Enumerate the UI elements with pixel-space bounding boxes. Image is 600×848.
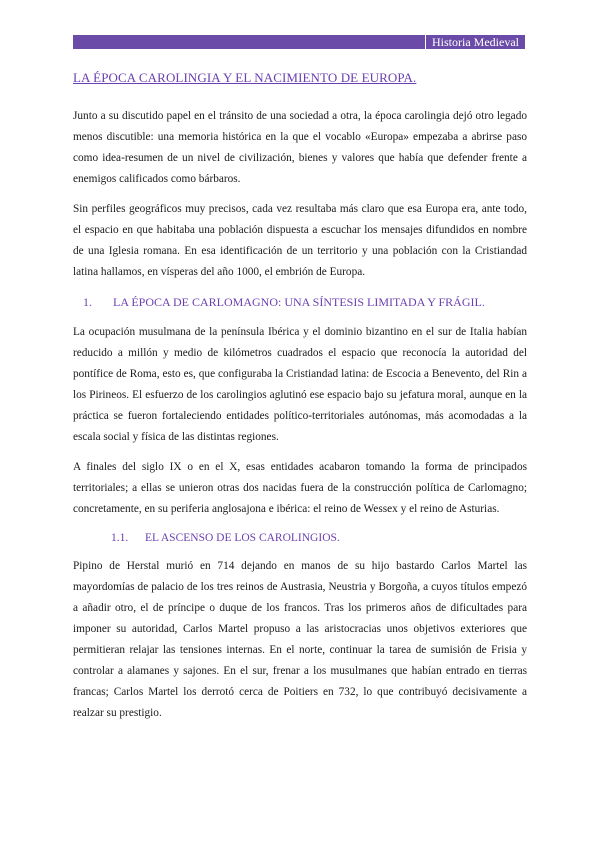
section-1-1-title: EL ASCENSO DE LOS CAROLINGIOS. — [145, 532, 340, 544]
section-1-1-number: 1.1. — [111, 532, 129, 544]
header-label: Historia Medieval — [425, 35, 519, 49]
section-1-heading — [83, 295, 527, 310]
section-1-number: 1. — [83, 295, 92, 309]
intro-paragraph-2: Sin perfiles geográficos muy precisos, cada vez resultaba más claro que esa Europa era, ante todo, el espacio en que habitaba una población dispuesta a escuchar los mensajes difundidos en nombre de una Iglesia romana. En esa identificación de un territorio y una población con la Cristiandad latina hallamos, en vísperas del año 1000, el embrión de Europa. — [73, 203, 527, 278]
section-1-title: LA ÉPOCA DE CARLOMAGNO: UNA SÍNTESIS LIMITADA Y FRÁGIL. — [113, 295, 485, 309]
page-title: LA ÉPOCA CAROLINGIA Y EL NACIMIENTO DE EUROPA. — [73, 70, 417, 85]
document-body — [73, 70, 527, 733]
header-bar — [73, 35, 525, 49]
section-1-paragraph-1: La ocupación musulmana de la península Ibérica y el dominio bizantino en el sur de Italia habían reducido a millón y medio de kilómetros cuadrados el espacio que reconocía la autoridad del pontífice de Roma, esto es, que configuraba la Cristiandad latina: de Escocia a Benevento, del Rin a los Pirineos. El esfuerzo de los carolingios aglutinó ese espacio bajo su jefatura moral, aunque en la práctica se fueron fortaleciendo entidades político-territoriales autónomas, más acomodadas a la escala social y física de las distintas regiones. — [73, 326, 527, 443]
section-1-1-paragraph-1: Pipino de Herstal murió en 714 dejando en manos de su hijo bastardo Carlos Martel las mayordomías de palacio de los tres reinos de Austrasia, Neustria y Borgoña, a cuyos títulos empezó a añadir otro, el de príncipe o duque de los francos. Tras los primeros años de dificultades para imponer su autoridad, Carlos Martel propuso a las aristocracias unos objetivos exteriores que permitieran relajar las tensiones internas. En el norte, continuar la tarea de sumisión de Frisia y controlar a alamanes y sajones. En el sur, frenar a los musulmanes que habían entrado en tierras francas; Carlos Martel los derrotó cerca de Poitiers en 732, lo que contribuyó decisivamente a realzar su prestigio. — [73, 560, 527, 719]
section-1-paragraph-2: A finales del siglo IX o en el X, esas entidades acabaron tomando la forma de principados territoriales; a ellas se unieron otras dos nacidas fuera de la construcción política de Carlomagno; concretamente, en su periferia anglosajona e ibérica: el reino de Wessex y el reino de Asturias. — [73, 461, 527, 515]
intro-paragraph-1: Junto a su discutido papel en el tránsito de una sociedad a otra, la época carolingia dejó otro legado menos discutible: una memoria histórica en la que el vocablo «Europa» empezaba a abrirse paso como idea-resumen de un nivel de civilización, bienes y valores que había que defender frente a enemigos calificados como bárbaros. — [73, 110, 527, 185]
section-1-1-heading — [111, 532, 527, 544]
